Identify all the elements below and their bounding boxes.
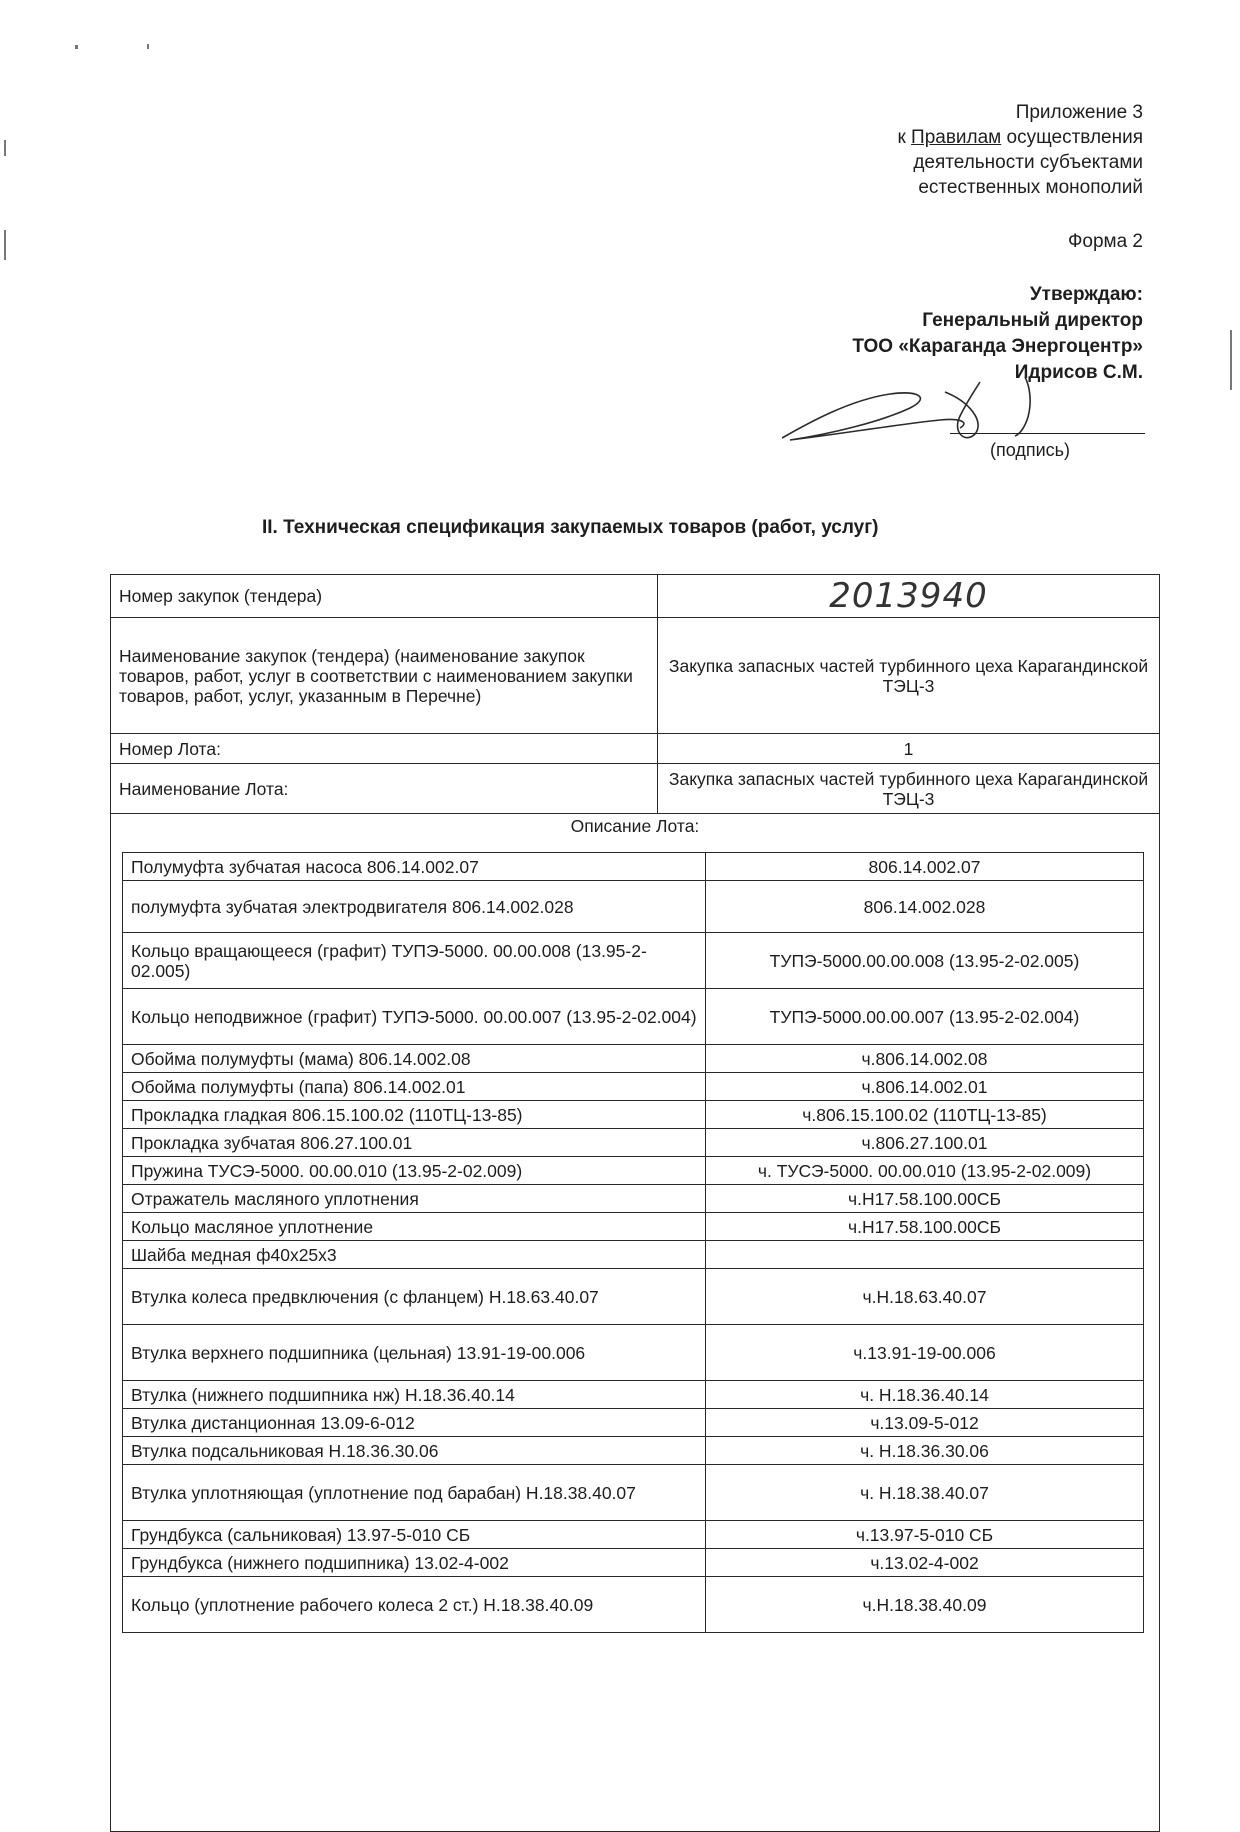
tender-name-value: Закупка запасных частей турбинного цеха Карагандинской ТЭЦ-3 — [658, 618, 1160, 734]
scan-speck — [147, 44, 149, 49]
appendix-line: Приложение 3 — [1015, 102, 1143, 123]
scan-speck — [4, 230, 6, 260]
item-name: Втулка колеса предвключения (с фланцем) Н.18.63.40.07 — [123, 1269, 706, 1325]
item-code: ч.13.02-4-002 — [706, 1549, 1144, 1577]
table-row — [123, 989, 1144, 1045]
item-code: ч.13.91-19-00.006 — [706, 1325, 1144, 1381]
scan-speck — [4, 140, 6, 156]
appendix-prefix: к — [897, 127, 912, 148]
item-code: ч.806.15.100.02 (110ТЦ-13-85) — [706, 1101, 1144, 1129]
item-name: Отражатель масляного уплотнения — [123, 1185, 706, 1213]
item-name: Полумуфта зубчатая насоса 806.14.002.07 — [123, 853, 706, 881]
item-code: ч.13.97-5-010 СБ — [706, 1521, 1144, 1549]
lot-name-label: Наименование Лота: — [111, 764, 658, 814]
item-code: ч.Н17.58.100.00СБ — [706, 1213, 1144, 1241]
item-code: ч. Н.18.38.40.07 — [706, 1465, 1144, 1521]
item-name: Кольцо вращающееся (графит) ТУПЭ-5000. 00.00.008 (13.95-2-02.005) — [123, 933, 706, 989]
item-code: ч.806.27.100.01 — [706, 1129, 1144, 1157]
table-row — [123, 1521, 1144, 1549]
item-code: ТУПЭ-5000.00.00.007 (13.95-2-02.004) — [706, 989, 1144, 1045]
table-row — [123, 1577, 1144, 1633]
rules-link[interactable]: Правилам — [911, 127, 1002, 148]
item-name: Грундбукса (сальниковая) 13.97-5-010 СБ — [123, 1521, 706, 1549]
table-row — [123, 1101, 1144, 1129]
approval-line: ТОО «Караганда Энергоцентр» — [852, 336, 1143, 357]
lot-description-label: Описание Лота: — [111, 814, 1160, 1832]
item-code: ч.Н.18.63.40.07 — [706, 1269, 1144, 1325]
item-name: Обойма полумуфты (мама) 806.14.002.08 — [123, 1045, 706, 1073]
table-row — [123, 1241, 1144, 1269]
item-name: Втулка верхнего подшипника (цельная) 13.91-19-00.006 — [123, 1325, 706, 1381]
table-row — [123, 1465, 1144, 1521]
item-code: 806.14.002.07 — [706, 853, 1144, 881]
item-name: Кольцо масляное уплотнение — [123, 1213, 706, 1241]
table-row — [123, 1409, 1144, 1437]
item-name: Грундбукса (нижнего подшипника) 13.02-4-002 — [123, 1549, 706, 1577]
tender-name-label: Наименование закупок (тендера) (наименование закупок товаров, работ, услуг в соответствии с наименованием закупки товаров, работ, услуг, указанным в Перечне) — [111, 618, 658, 734]
table-row — [123, 1269, 1144, 1325]
table-row — [123, 1381, 1144, 1409]
form-label: Форма 2 — [1067, 231, 1143, 252]
tender-name-row — [111, 618, 1160, 734]
tender-number-row — [111, 575, 1160, 618]
item-name: Втулка подсальниковая Н.18.36.30.06 — [123, 1437, 706, 1465]
table-row — [123, 1549, 1144, 1577]
items-table — [122, 852, 1144, 1633]
item-code: ТУПЭ-5000.00.00.008 (13.95-2-02.005) — [706, 933, 1144, 989]
approval-line: Идрисов С.М. — [1014, 362, 1143, 383]
table-row — [123, 1129, 1144, 1157]
table-row — [123, 933, 1144, 989]
item-code: ч. Н.18.36.40.14 — [706, 1381, 1144, 1409]
scan-speck — [1230, 330, 1232, 390]
item-code: ч.806.14.002.01 — [706, 1073, 1144, 1101]
item-name: Прокладка зубчатая 806.27.100.01 — [123, 1129, 706, 1157]
signature-line — [950, 433, 1145, 434]
item-name: Пружина ТУСЭ-5000. 00.00.010 (13.95-2-02.009) — [123, 1157, 706, 1185]
approval-line: Утверждаю: — [1029, 284, 1143, 305]
table-row — [123, 1437, 1144, 1465]
lot-number-row — [111, 734, 1160, 764]
tender-number-label: Номер закупок (тендера) — [111, 575, 658, 618]
approval-block — [663, 282, 1143, 386]
appendix-suffix: осуществления — [1001, 127, 1143, 148]
appendix-line: естественных монополий — [918, 177, 1143, 198]
table-row — [123, 1213, 1144, 1241]
table-row — [123, 1185, 1144, 1213]
item-code: ч.Н17.58.100.00СБ — [706, 1185, 1144, 1213]
item-code: ч. ТУСЭ-5000. 00.00.010 (13.95-2-02.009) — [706, 1157, 1144, 1185]
item-name: Обойма полумуфты (папа) 806.14.002.01 — [123, 1073, 706, 1101]
lot-number-value: 1 — [658, 734, 1160, 764]
table-row — [123, 1045, 1144, 1073]
scan-speck — [75, 45, 78, 49]
table-row — [123, 1325, 1144, 1381]
item-name: Кольцо (уплотнение рабочего колеса 2 ст.) Н.18.38.40.09 — [123, 1577, 706, 1633]
item-code: ч.806.14.002.08 — [706, 1045, 1144, 1073]
item-name: Втулка (нижнего подшипника нж) Н.18.36.40.14 — [123, 1381, 706, 1409]
item-name: Кольцо неподвижное (графит) ТУПЭ-5000. 00.00.007 (13.95-2-02.004) — [123, 989, 706, 1045]
item-code: ч.13.09-5-012 — [706, 1409, 1144, 1437]
item-name: Шайба медная ф40х25х3 — [123, 1241, 706, 1269]
signature-caption: (подпись) — [990, 440, 1071, 460]
appendix-block — [723, 100, 1143, 200]
item-name: полумуфта зубчатая электродвигателя 806.14.002.028 — [123, 881, 706, 933]
appendix-line: деятельности субъектами — [913, 152, 1143, 173]
item-code: ч. Н.18.36.30.06 — [706, 1437, 1144, 1465]
table-row — [123, 853, 1144, 881]
item-code: 806.14.002.028 — [706, 881, 1144, 933]
lot-number-label: Номер Лота: — [111, 734, 658, 764]
approval-line: Генеральный директор — [922, 310, 1143, 331]
item-name: Прокладка гладкая 806.15.100.02 (110ТЦ-13-85) — [123, 1101, 706, 1129]
document-title: II. Техническая спецификация закупаемых товаров (работ, услуг) — [262, 517, 879, 538]
lot-name-row — [111, 764, 1160, 814]
table-row — [123, 881, 1144, 933]
table-row — [123, 1157, 1144, 1185]
item-code — [706, 1241, 1144, 1269]
table-row — [123, 1073, 1144, 1101]
item-name: Втулка уплотняющая (уплотнение под барабан) Н.18.38.40.07 — [123, 1465, 706, 1521]
item-name: Втулка дистанционная 13.09-6-012 — [123, 1409, 706, 1437]
tender-number-value: 2013940 — [658, 575, 1160, 618]
lot-name-value: Закупка запасных частей турбинного цеха Карагандинской ТЭЦ-3 — [658, 764, 1160, 814]
item-code: ч.Н.18.38.40.09 — [706, 1577, 1144, 1633]
appendix-line — [723, 125, 1143, 150]
